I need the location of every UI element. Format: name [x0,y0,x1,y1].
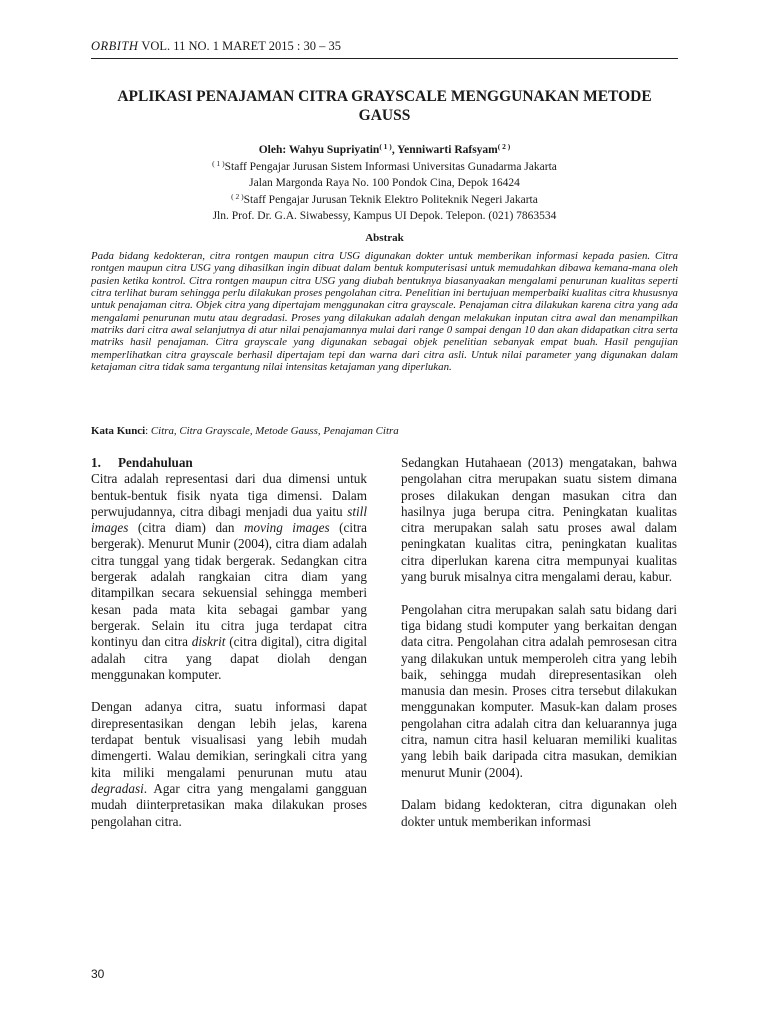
section-title: Pendahuluan [118,455,193,470]
paragraph-1-text-a: Citra adalah representasi dari dua dimensi untuk bentuk-bentuk fisik nyata tiga dimensi. Dalam perwujudannya, citra dibagi menjadi dua yaitu [91,471,367,519]
author-block [91,142,678,225]
right-column [401,455,677,846]
left-column [91,455,367,846]
author-mark-1: ( 1 ) [379,142,392,151]
running-header [91,39,678,53]
section-heading [91,455,367,471]
paragraph-1-text-b: (citra diam) dan [128,520,244,536]
affiliation-1-name: Staff Pengajar Jurusan Sistem Informasi Universitas Gunadarma Jakarta [224,160,557,173]
author-prefix: Oleh: Wahyu Supriyatin [258,144,380,156]
paragraph-3: Sedangkan Hutahaean (2013) mengatakan, bahwa pengolahan citra merupakan suatu sistem dimana proses dilakukan dengan masukan citra dan hasilnya juga berupa citra. Peningkatan kualitas citra merupakan salah satu proses awal dalam peningkatan kualitas citra, peningkatan kualitas citra diperlukan karena citra mempunyai kualitas yang buruk misalnya citra mengalami derau, kabur. [401,455,677,585]
keywords [91,425,678,438]
section-number: 1. [91,455,101,470]
affiliation-1-mark: ( 1 ) [212,158,225,168]
keywords-separator: : [145,425,151,437]
affiliation-1-address: Jalan Margonda Raya No. 100 Pondok Cina, Depok 16424 [249,177,520,189]
term-moving-images: moving images [243,520,330,536]
affiliation-2 [91,192,678,209]
term-degradasi: degradasi [91,780,144,796]
paper-title: APLIKASI PENAJAMAN CITRA GRAYSCALE MENGGUNAKAN METODE GAUSS [117,88,652,124]
paragraph-1-text-d: (citra digital), citra digital adalah citra yang dapat diolah dengan menggunakan komputer. [91,634,367,682]
paragraph-4: Pengolahan citra merupakan salah satu bidang dari tiga bidang studi komputer yang berkaitan dengan data citra. Pengolahan citra adalah pemrosesan citra yang dilakukan untuk memperoleh citra yang lebih baik, sehingga mudah direpresentasikan oleh manusia dan mesin. Proses citra tersebut dilakukan menggunakan komputer. Masuk-kan dalam proses pengolahan citra adalah citra dan keluarannya juga citra, namun citra hasil keluaran memiliki kualitas yang lebih baik daripada citra masukan, demikian menurut Munir (2004). [401,601,677,780]
paragraph-2 [91,699,367,829]
term-still-images: still images [91,503,367,536]
paragraph-2-text-b: . Agar citra yang mengalami gangguan mudah diinterpretasikan maka dilakukan proses pengolahan citra. [91,780,367,829]
author-line [91,142,678,159]
affiliation-2-mark: ( 2 ) [231,191,244,201]
paragraph-1 [91,471,367,683]
journal-name: ORBITH [91,39,139,53]
keywords-label: Kata Kunci [91,425,146,437]
affiliation-2-name: Staff Pengajar Jurusan Teknik Elektro Politeknik Negeri Jakarta [243,193,538,206]
issue-citation: VOL. 11 NO. 1 MARET 2015 : 30 – 35 [141,39,342,53]
author-separator: , Yenniwarti Rafsyam [391,144,498,156]
paragraph-5: Dalam bidang kedokteran, citra digunakan oleh dokter untuk memberikan informasi [401,797,677,829]
affiliation-2-address: Jln. Prof. Dr. G.A. Siwabessy, Kampus UI Depok. Telepon. (021) 7863534 [212,210,557,222]
header-rule [91,58,678,59]
term-diskrit: diskrit [191,634,226,650]
abstract-text: Pada bidang kedokteran, citra rontgen maupun citra USG digunakan dokter untuk memberikan informasi kepada pasien. Citra rontgen maupun citra USG yang dihasilkan ingin dibuat dalam bentuk komputerisasi untuk memudahkan dibawa kemana-mana oleh pasien ketika kontrol. Citra rontgen maupun citra USG yang diubah bentuknya biasanyaakan mengalami penurunan kualitas seperti citra terlihat buram sehingga perlu dilakukan proses pengolahan citra. Penelitian ini bertujuan memperbaiki kualitas citra khususnya untuk penajaman citra. Objek citra yang dipertajam menggunakan citra grayscale. Penajaman citra dilakukan karena citra yang ada mengalami penurunan mutu atau degradasi. Proses yang dilakukan adalah dengan melakukan inputan citra awal dan menampilkan matriks dari citra awal selanjutnya di atur nilai penajamannya mulai dari range 0 sampai dengan 10 dan akan didapatkan citra serta matriks hasil penajaman. Citra grayscale yang digunakan sebagai objek penelitian sebanyak empat buah. Hasil pengujian memperlihatkan citra grayscale berhasil dipertajam tepi dan warna dari citra asli. Untuk nilai parameter yang digunakan dalam ketajaman citra tidak sama tergantung nilai intensitas ketajaman yang diperlukan. [91,250,678,374]
keywords-list: Citra, Citra Grayscale, Metode Gauss, Penajaman Citra [150,425,399,437]
paragraph-2-text-a: Dengan adanya citra, suatu informasi dapat direpresentasikan dengan lebih jelas, karena terdapat bentuk visualisasi yang lebih mudah dimengerti. Walau demikian, seringkali citra yang kita miliki mengalami penurunan mutu atau [91,699,367,780]
paragraph-1-text-c: (citra bergerak). Menurut Munir (2004), citra diam adalah citra tunggal yang tidak bergerak. Sedangkan citra bergerak adalah rangkaian citra diam yang ditampilkan secara sekuensial sehingga memberi kesan pada mata kita sebagai gambar yang bergerak. Selain itu citra juga terdapat citra kontinyu dan citra [91,520,367,650]
abstract-heading: Abstrak [365,232,404,244]
page-number: 30 [91,967,105,981]
affiliation-1 [91,159,678,176]
author-mark-2: ( 2 ) [497,142,511,151]
